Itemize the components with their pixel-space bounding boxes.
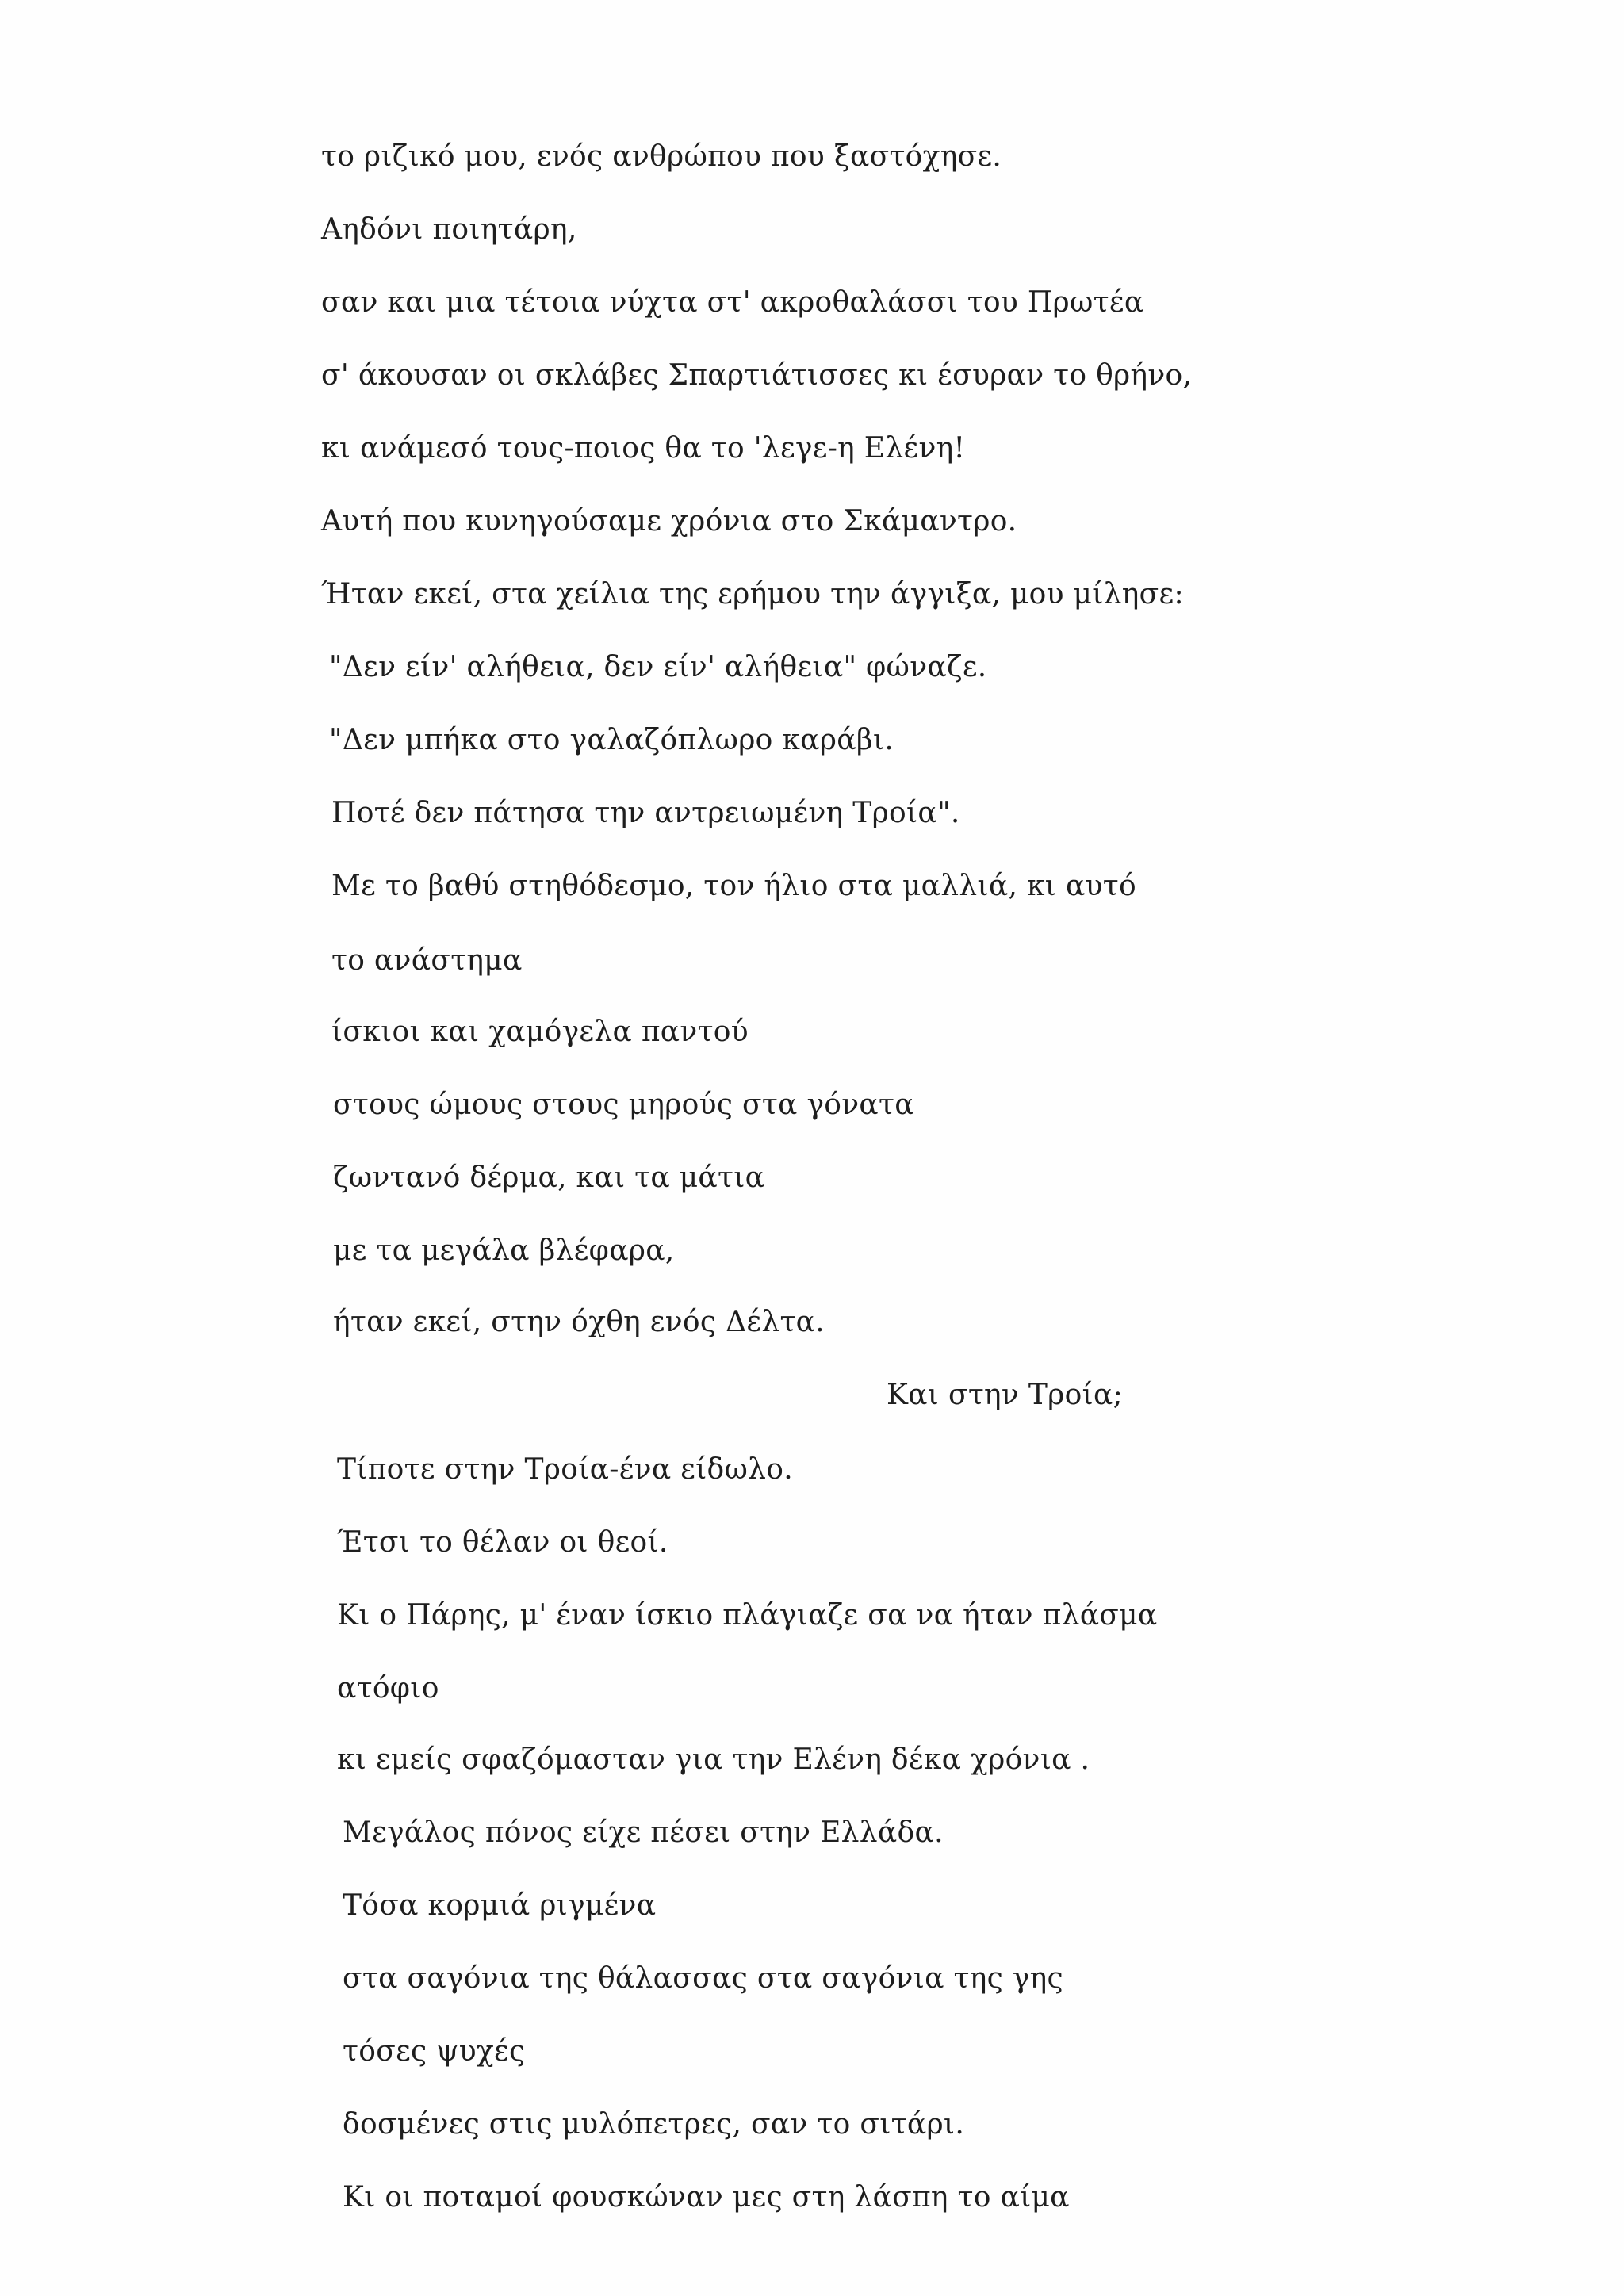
poem-line: Ήταν εκεί, στα χείλια της ερήμου την άγγιξα, μου μίλησε: (321, 578, 1184, 610)
poem-line: κι ανάμεσό τους-ποιος θα το 'λεγε-η Ελένη! (321, 432, 966, 465)
poem-line: Κι ο Πάρης, μ' έναν ίσκιο πλάγιαζε σα να ήταν πλάσμα (337, 1599, 1158, 1632)
poem-line: ίσκιοι και χαμόγελα παντού (331, 1016, 749, 1048)
poem-line: στα σαγόνια της θάλασσας στα σαγόνια της γης (343, 1962, 1063, 1995)
poem-line: δοσμένες στις μυλόπετρες, σαν το σιτάρι. (343, 2108, 965, 2141)
poem-line: Και στην Τροία; (887, 1379, 1124, 1411)
poem-line: κι εμείς σφαζόμασταν για την Ελένη δέκα χρόνια . (337, 1743, 1090, 1776)
poem-line: σ' άκουσαν οι σκλάβες Σπαρτιάτισσες κι έσυραν το θρήνο, (321, 359, 1193, 392)
poem-line: "Δεν μπήκα στο γαλαζόπλωρο καράβι. (329, 724, 894, 756)
poem-line: Ποτέ δεν πάτησα την αντρειωμένη Τροία". (331, 797, 960, 829)
poem-line: σαν και μια τέτοια νύχτα στ' ακροθαλάσσι του Πρωτέα (321, 286, 1144, 319)
poem-line: ατόφιο (337, 1672, 439, 1705)
poem-line: στους ώμους στους μηρούς στα γόνατα (333, 1089, 914, 1121)
poem-line: τόσες ψυχές (343, 2035, 526, 2068)
poem-line: Αυτή που κυνηγούσαμε χρόνια στο Σκάμαντρο. (321, 505, 1017, 538)
poem-line: το ανάστημα (331, 944, 523, 977)
poem-line: ήταν εκεί, στην όχθη ενός Δέλτα. (333, 1306, 825, 1338)
poem-line: το ριζικό μου, ενός ανθρώπου που ξαστόχησε. (321, 140, 1002, 173)
poem-line: με τα μεγάλα βλέφαρα, (333, 1234, 675, 1267)
poem-line: Με το βαθύ στηθόδεσμο, τον ήλιο στα μαλλιά, κι αυτό (331, 870, 1136, 902)
poem-line: Αηδόνι ποιητάρη, (321, 213, 577, 246)
poem-line: "Δεν είν' αλήθεια, δεν είν' αλήθεια" φώναζε. (329, 651, 987, 683)
poem-line: Έτσι το θέλαν οι θεοί. (337, 1526, 668, 1559)
poem-line: ζωντανό δέρμα, και τα μάτια (333, 1161, 765, 1194)
poem-line: Κι οι ποταμοί φουσκώναν μες στη λάσπη το αίμα (343, 2181, 1070, 2214)
poem-line: Μεγάλος πόνος είχε πέσει στην Ελλάδα. (343, 1816, 944, 1849)
poem-line: Τίποτε στην Τροία-ένα είδωλο. (337, 1453, 794, 1486)
poem-line: Τόσα κορμιά ριγμένα (343, 1889, 657, 1922)
